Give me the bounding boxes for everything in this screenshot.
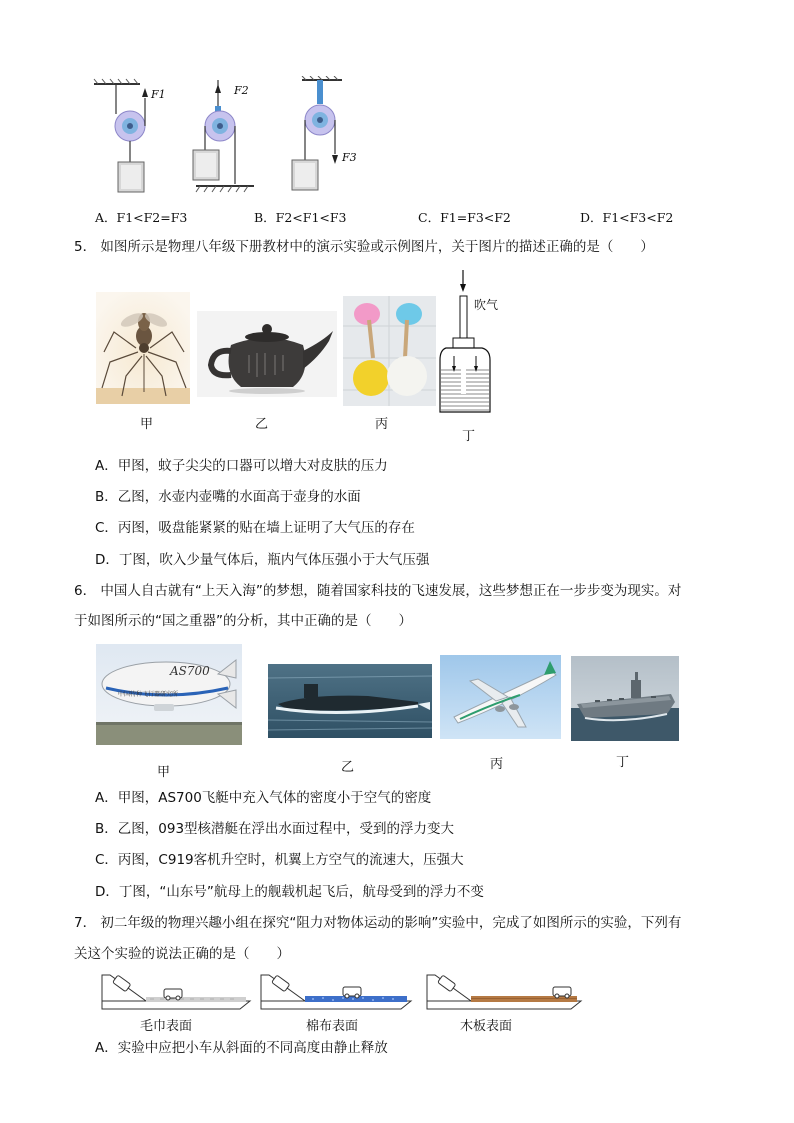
q6-stem-line1: 6． 中国人自古就有“上天入海”的梦想，随着国家科技的飞速发展，这些梦想正在一步步变为现实。对 [74,583,682,599]
q5-caption-yi: 乙 [255,417,269,432]
airship-image [96,644,242,745]
q5-option-a[interactable]: A．甲图，蚊子尖尖的口器可以增大对皮肤的压力 [95,458,388,474]
q6-caption-yi: 乙 [341,760,355,775]
q6-caption-ding: 丁 [616,755,630,770]
svg-text:中国特种飞行器研究所: 中国特种飞行器研究所 [118,691,179,698]
blow-label: 吹气 [474,298,499,312]
q4-option-a[interactable]: A．F1<F2=F3 [95,210,188,225]
submarine-image [268,664,432,738]
bottle-diagram [436,268,499,416]
q6-caption-jia: 甲 [157,765,171,780]
q4-option-c[interactable]: C．F1=F3<F2 [418,210,511,225]
q6-stem-line2: 于如图所示的“国之重器”的分析，其中正确的是（ ） [74,613,412,629]
suction-cup-image [343,296,436,406]
force-label-f2: F2 [234,84,249,97]
pulley-figure-3 [280,76,360,194]
q6-option-b[interactable]: B．乙图，093型核潜艇在浮出水面过程中，受到的浮力变大 [95,821,455,837]
teapot-image [197,311,337,397]
q7-option-a[interactable]: A．实验中应把小车从斜面的不同高度由静止释放 [95,1040,388,1056]
pulley-figure-2 [188,80,268,198]
q6-caption-bing: 丙 [490,757,504,772]
q5-caption-ding: 丁 [462,429,476,444]
mosquito-image [96,292,190,404]
force-label-f1: F1 [151,88,166,101]
q4-option-b[interactable]: B．F2<F1<F3 [254,210,347,225]
q6-option-c[interactable]: C．丙图，C919客机升空时，机翼上方空气的流速大，压强大 [95,852,464,868]
force-label-f3: F3 [342,151,357,164]
q7-stem-line2: 关这个实验的说法正确的是（ ） [74,946,290,962]
q6-option-d[interactable]: D．丁图，“山东号”航母上的舰载机起飞后，航母受到的浮力不变 [95,884,484,900]
q7-stem-line1: 7． 初二年级的物理兴趣小组在探究“阻力对物体运动的影响”实验中，完成了如图所示的实验，下列有 [74,915,682,931]
surface-label-wood: 木板表面 [460,1019,513,1034]
q5-option-b[interactable]: B．乙图，水壶内壶嘴的水面高于壶身的水面 [95,489,361,505]
q5-caption-jia: 甲 [140,417,154,432]
aircraft-carrier-image [571,656,679,741]
incline-cotton-diagram [259,971,413,1013]
incline-wood-diagram [425,971,583,1013]
q5-option-d[interactable]: D．丁图，吹入少量气体后，瓶内气体压强小于大气压强 [95,552,430,568]
surface-label-towel: 毛巾表面 [140,1019,193,1034]
incline-towel-diagram [100,971,252,1013]
q5-option-c[interactable]: C．丙图，吸盘能紧紧的贴在墙上证明了大气压的存在 [95,520,415,536]
q6-option-a[interactable]: A．甲图，AS700飞艇中充入气体的密度小于空气的密度 [95,790,432,806]
q5-stem: 5． 如图所示是物理八年级下册教材中的演示实验或示例图片，关于图片的描述正确的是（ ） [74,239,654,255]
q4-option-d[interactable]: D．F1<F3<F2 [580,210,674,225]
airship-label: AS700 [170,664,210,678]
airliner-image [440,655,561,739]
q5-caption-bing: 丙 [375,417,389,432]
surface-label-cotton: 棉布表面 [306,1019,359,1034]
